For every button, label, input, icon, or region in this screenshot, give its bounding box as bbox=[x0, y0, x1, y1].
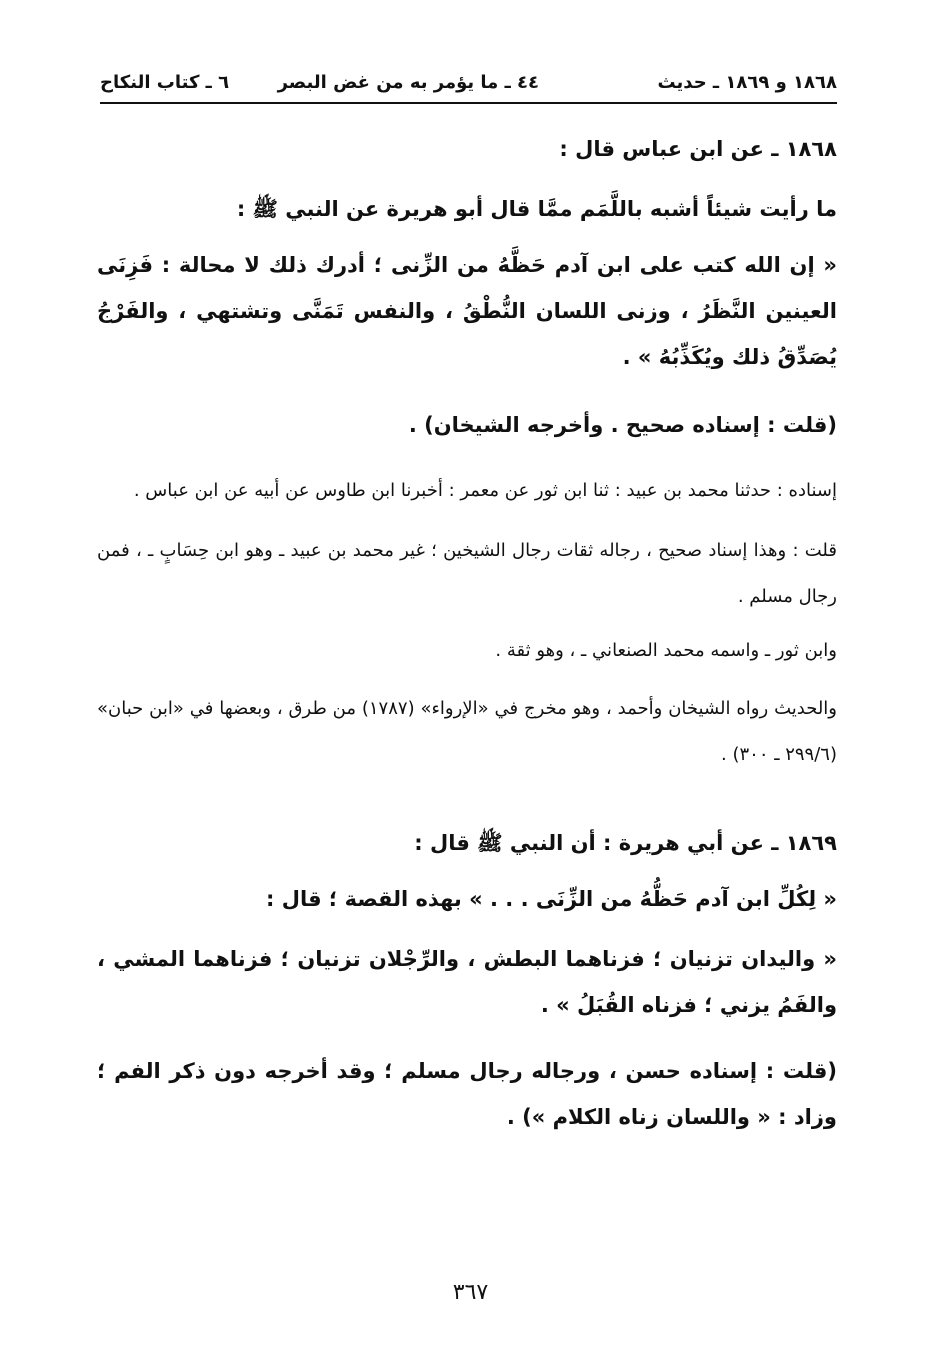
hadith-1868-grading: (قلت : إسناده صحيح . وأخرجه الشيخان) . bbox=[408, 413, 837, 437]
hadith-1869-text: « واليدان تزنيان ؛ فزناهما البطش ، والرِّجْلان تزنيان ؛ فزناهما المشي ، والفَمُ يزني ؛ فزناه القُبَلُ » . bbox=[97, 947, 837, 1017]
page-number: ٣٦٧ bbox=[452, 1280, 489, 1305]
hadith-1868-heading: ١٨٦٨ ـ عن ابن عباس قال : bbox=[559, 137, 837, 161]
header-chapter: ٦ ـ كتاب النكاح bbox=[100, 71, 230, 93]
hadith-1868-text: « إن الله كتب على ابن آدم حَظَّهُ من الزِّنى ؛ أدرك ذلك لا محالة : فَزِنَى العينين النَّظَرُ ، وزنى اللسان النُّطْقُ ، والنفس تَمَنَّى وتشتهي ، والفَرْجُ يُصَدِّقُ ذلك ويُكَذِّبُهُ » . bbox=[97, 253, 837, 369]
hadith-1868-comment-1: قلت : وهذا إسناد صحيح ، رجاله ثقات رجال الشيخين ؛ غير محمد بن عبيد ـ وهو ابن حِسَابٍ ـ ، فمن رجال مسلم . bbox=[97, 540, 837, 607]
hadith-1869-intro: « لِكُلِّ ابن آدم حَظُّهُ من الزِّنَى . . . » بهذه القصة ؛ قال : bbox=[266, 887, 837, 911]
hadith-1868-intro: ما رأيت شيئاً أشبه باللَّمَم ممَّا قال أبو هريرة عن النبي ﷺ : bbox=[236, 197, 837, 221]
hadith-1868-comment-3: والحديث رواه الشيخان وأحمد ، وهو مخرج في «الإرواء» (١٧٨٧) من طرق ، وبعضها في «ابن حبان» (٢٩٩/٦ ـ ٣٠٠) . bbox=[97, 698, 837, 765]
header-rule bbox=[100, 102, 837, 104]
hadith-1868-isnad: إسناده : حدثنا محمد بن عبيد : ثنا ابن ثور عن معمر : أخبرنا ابن طاوس عن أبيه عن ابن عباس . bbox=[133, 480, 837, 501]
running-header bbox=[100, 62, 837, 102]
hadith-1869-heading: ١٨٦٩ ـ عن أبي هريرة : أن النبي ﷺ قال : bbox=[414, 831, 837, 855]
hadith-1869-grading: (قلت : إسناده حسن ، ورجاله رجال مسلم ؛ وقد أخرجه دون ذكر الفم ؛ وزاد : « واللسان زناه الكلام ») . bbox=[97, 1059, 837, 1129]
header-hadith-range: ١٨٦٨ و ١٨٦٩ ـ حديث bbox=[657, 71, 837, 93]
page-body bbox=[97, 126, 837, 1140]
hadith-1868-comment-2: وابن ثور ـ واسمه محمد الصنعاني ـ ، وهو ثقة . bbox=[495, 640, 837, 661]
header-section: ٤٤ ـ ما يؤمر به من غض البصر bbox=[277, 71, 539, 93]
